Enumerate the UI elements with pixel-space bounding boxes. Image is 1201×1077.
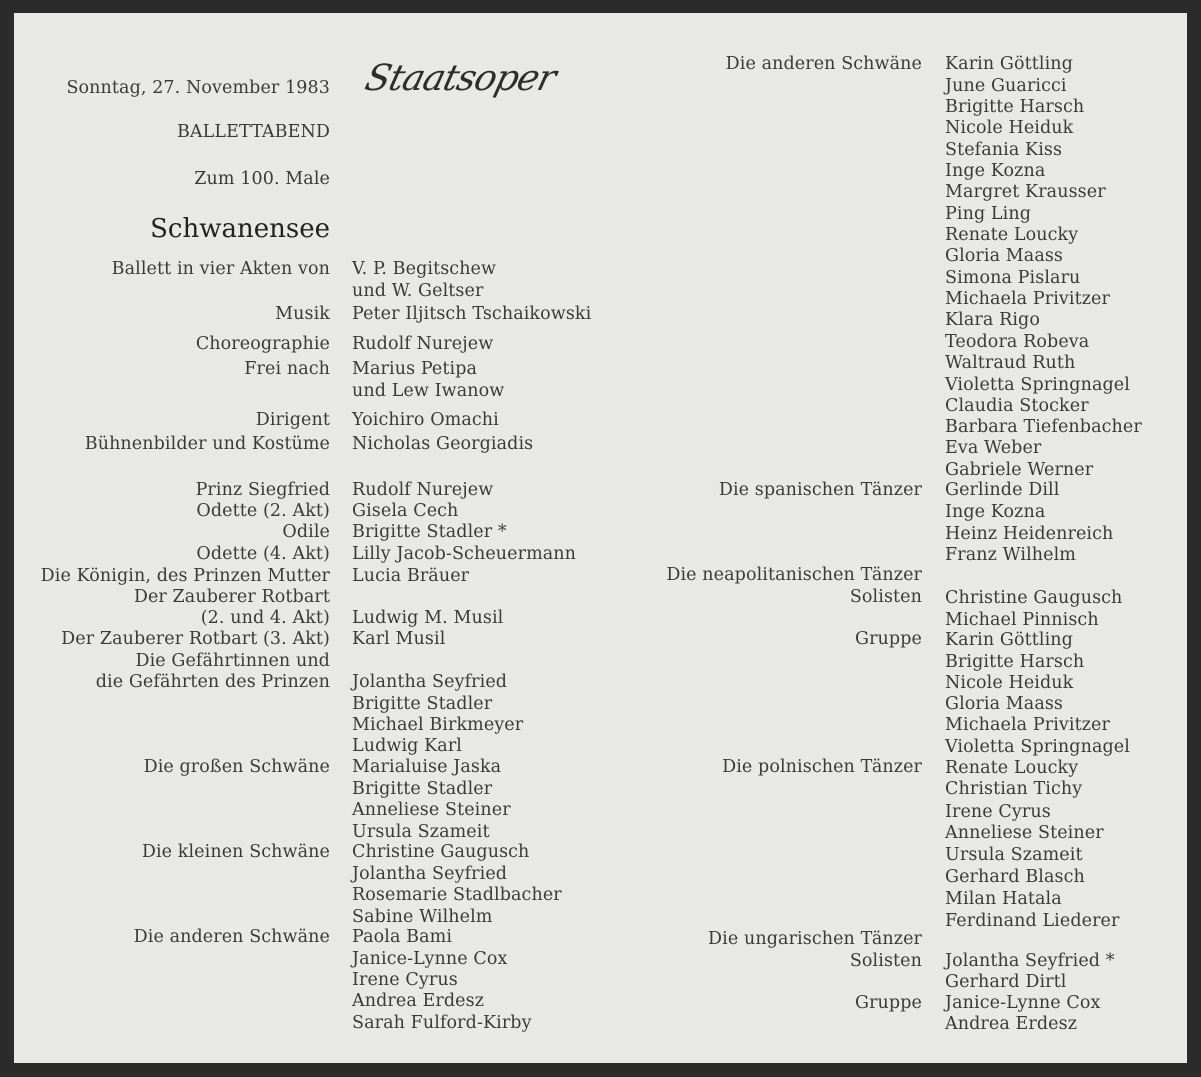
performer-name: Sarah Fulford-Kirby xyxy=(352,1013,532,1033)
role-label: Die kleinen Schwäne xyxy=(141,842,330,862)
performer-name: Klara Rigo xyxy=(945,310,1040,330)
performer-name: V. P. Begitschew xyxy=(352,259,497,279)
performer-name: Ursula Szameit xyxy=(352,822,490,842)
performer-name: Barbara Tiefenbacher xyxy=(945,417,1142,437)
role-label: Odile xyxy=(282,522,330,542)
performer-name: Brigitte Stadler xyxy=(352,694,493,714)
role-label: Ballett in vier Akten von xyxy=(111,259,330,279)
role-label: Die neapolitanischen Tänzer xyxy=(666,565,922,585)
performer-name: Brigitte Stadler * xyxy=(352,522,507,542)
performer-name: Michael Pinnisch xyxy=(945,610,1099,630)
role-label: Odette (4. Akt) xyxy=(196,544,330,564)
occasion: Zum 100. Male xyxy=(194,169,330,189)
performer-name: Inge Kozna xyxy=(945,502,1046,522)
performer-name: Violetta Springnagel xyxy=(945,375,1130,395)
role-label: Der Zauberer Rotbart (3. Akt) xyxy=(61,629,330,649)
performer-name: Anneliese Steiner xyxy=(945,823,1104,843)
programme-card xyxy=(14,13,1187,1063)
performer-name: Karl Musil xyxy=(352,629,446,649)
role-label: Die ungarischen Tänzer xyxy=(708,929,922,949)
role-label: Gruppe xyxy=(855,993,922,1013)
performer-name: Margret Krausser xyxy=(945,182,1106,202)
performer-name: Marius Petipa xyxy=(352,359,478,379)
performer-name: Peter Iljitsch Tschaikowski xyxy=(352,304,592,324)
role-label: Die Gefährtinnen und xyxy=(135,651,330,671)
performer-name: Brigitte Harsch xyxy=(945,652,1085,672)
role-label: Die anderen Schwäne xyxy=(725,54,922,74)
performer-name: Rosemarie Stadlbacher xyxy=(352,885,562,905)
performer-name: Stefania Kiss xyxy=(945,140,1063,160)
role-label: Odette (2. Akt) xyxy=(196,501,330,521)
performer-name: Rudolf Nurejew xyxy=(352,334,494,354)
performer-name: Karin Göttling xyxy=(945,54,1073,74)
performer-name: Milan Hatala xyxy=(945,889,1062,909)
performer-name: Jolantha Seyfried * xyxy=(945,951,1115,971)
performer-name: Anneliese Steiner xyxy=(352,800,511,820)
role-label: Solisten xyxy=(849,951,922,971)
performer-name: Gerhard Dirtl xyxy=(945,972,1067,992)
performer-name: Renate Loucky xyxy=(945,225,1079,245)
role-label: Die großen Schwäne xyxy=(143,757,330,777)
performance-date: Sonntag, 27. November 1983 xyxy=(66,78,330,98)
performer-name: Brigitte Stadler xyxy=(352,779,493,799)
performer-name: Karin Göttling xyxy=(945,630,1073,650)
performer-name: Nicole Heiduk xyxy=(945,118,1074,138)
performer-name: Lucia Bräuer xyxy=(352,566,470,586)
performer-name: Andrea Erdesz xyxy=(352,991,485,1011)
role-label: Die Königin, des Prinzen Mutter xyxy=(40,566,330,586)
performer-name: Sabine Wilhelm xyxy=(352,907,493,927)
performer-name: Gisela Cech xyxy=(352,501,459,521)
performer-name: Gabriele Werner xyxy=(945,460,1094,480)
performer-name: Brigitte Harsch xyxy=(945,97,1085,117)
performer-name: und W. Geltser xyxy=(352,281,484,301)
performer-name: Inge Kozna xyxy=(945,161,1046,181)
performer-name: Ping Ling xyxy=(945,204,1031,224)
role-label: Gruppe xyxy=(855,629,922,649)
performer-name: Irene Cyrus xyxy=(352,970,458,990)
performer-name: Yoichiro Omachi xyxy=(352,410,499,430)
performer-name: Rudolf Nurejew xyxy=(352,480,494,500)
performer-name: Waltraud Ruth xyxy=(945,353,1076,373)
role-label: Die anderen Schwäne xyxy=(133,927,330,947)
role-label: Die spanischen Tänzer xyxy=(718,480,922,500)
ballet-title: Schwanensee xyxy=(150,214,330,244)
performer-name: Eva Weber xyxy=(945,438,1042,458)
performer-name: Andrea Erdesz xyxy=(945,1014,1078,1034)
performer-name: Gloria Maass xyxy=(945,694,1064,714)
role-label: Frei nach xyxy=(244,359,330,379)
performer-name: Teodora Robeva xyxy=(945,332,1090,352)
performer-name: Ludwig M. Musil xyxy=(352,608,504,628)
performer-name: June Guaricci xyxy=(945,76,1067,96)
performer-name: Nicholas Georgiadis xyxy=(352,434,534,454)
performer-name: Simona Pislaru xyxy=(945,268,1081,288)
performer-name: Gerlinde Dill xyxy=(945,480,1060,500)
performer-name: Ferdinand Liederer xyxy=(945,911,1120,931)
role-label: Solisten xyxy=(849,587,922,607)
performer-name: Gerhard Blasch xyxy=(945,867,1085,887)
performer-name: Jolantha Seyfried xyxy=(352,672,508,692)
performer-name: Renate Loucky xyxy=(945,758,1079,778)
performer-name: Franz Wilhelm xyxy=(945,545,1076,565)
performer-name: Lilly Jacob-Scheuermann xyxy=(352,544,577,564)
performer-name: Heinz Heidenreich xyxy=(945,524,1114,544)
performer-name: Christine Gaugusch xyxy=(352,842,530,862)
performer-name: Michaela Privitzer xyxy=(945,289,1110,309)
staatsoper-logo: Staatsoper xyxy=(361,58,560,99)
role-label: Der Zauberer Rotbart xyxy=(133,587,330,607)
performer-name: Gloria Maass xyxy=(945,246,1064,266)
performer-name: Michaela Privitzer xyxy=(945,715,1110,735)
performer-name: Christian Tichy xyxy=(945,779,1083,799)
performer-name: Ludwig Karl xyxy=(352,736,463,756)
role-label: Musik xyxy=(275,304,330,324)
performer-name: Christine Gaugusch xyxy=(945,588,1123,608)
role-label: Die polnischen Tänzer xyxy=(722,757,922,777)
role-label: Choreographie xyxy=(195,334,330,354)
performer-name: Nicole Heiduk xyxy=(945,673,1074,693)
performer-name: und Lew Iwanow xyxy=(352,381,505,401)
performer-name: Paola Bami xyxy=(352,927,453,947)
role-label: die Gefährten des Prinzen xyxy=(95,672,330,692)
performer-name: Claudia Stocker xyxy=(945,396,1089,416)
performer-name: Jolantha Seyfried xyxy=(352,864,508,884)
performer-name: Irene Cyrus xyxy=(945,802,1051,822)
performer-name: Janice-Lynne Cox xyxy=(945,993,1101,1013)
performer-name: Michael Birkmeyer xyxy=(352,715,524,735)
role-label: Dirigent xyxy=(255,410,330,430)
role-label: Prinz Siegfried xyxy=(195,480,330,500)
performer-name: Violetta Springnagel xyxy=(945,737,1130,757)
performer-name: Marialuise Jaska xyxy=(352,757,502,777)
performer-name: Janice-Lynne Cox xyxy=(352,949,508,969)
performer-name: Ursula Szameit xyxy=(945,845,1083,865)
event-type: BALLETTABEND xyxy=(176,122,330,142)
role-label: (2. und 4. Akt) xyxy=(200,608,330,628)
role-label: Bühnenbilder und Kostüme xyxy=(84,434,330,454)
